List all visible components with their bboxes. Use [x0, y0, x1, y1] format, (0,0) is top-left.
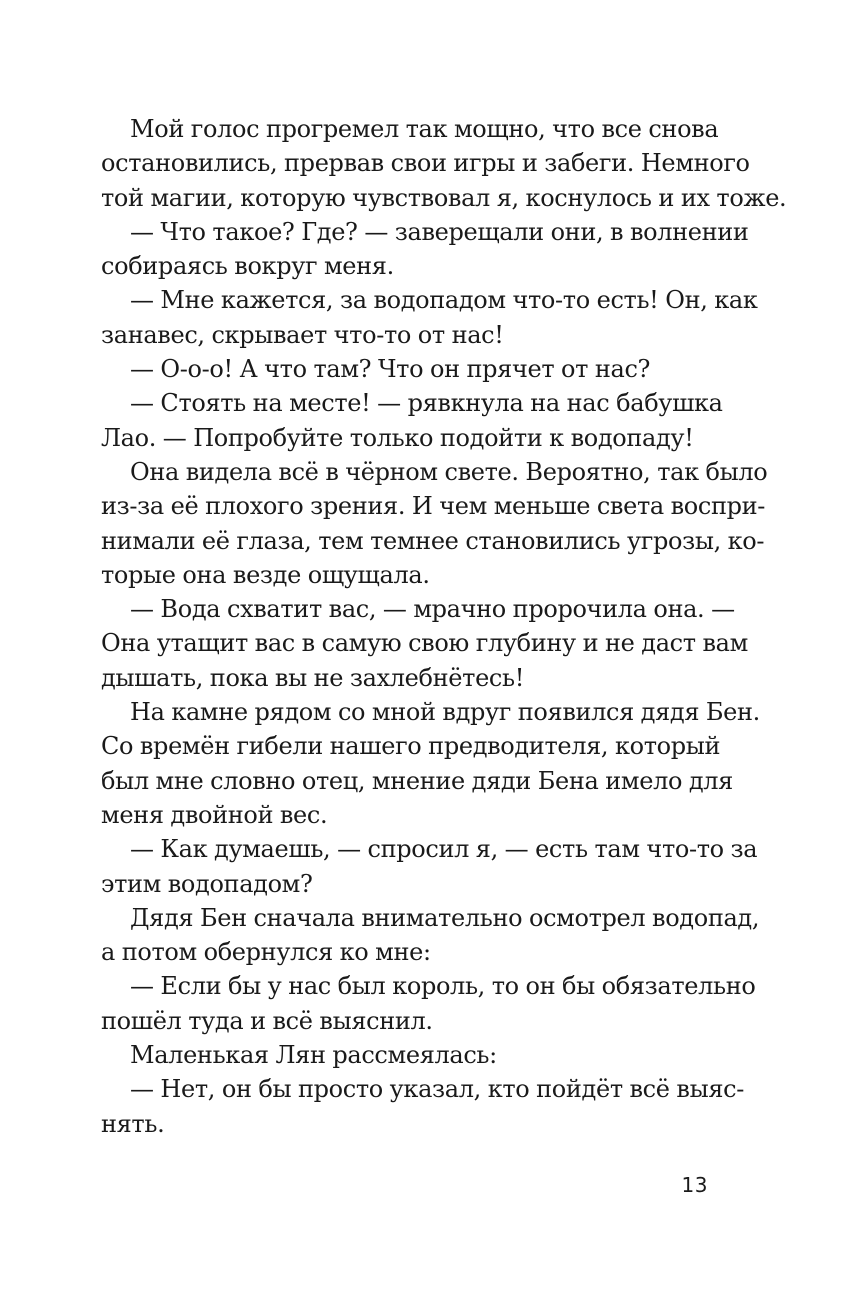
text-line: Она утащит вас в самую свою глубину и не даст вам: [101, 629, 748, 658]
text-line: из-за её плохого зрения. И чем меньше света воспри-: [101, 492, 766, 521]
text-line: Мой голос прогремел так мощно, что все снова: [130, 115, 719, 143]
text-line: меня двойной вес.: [101, 800, 328, 829]
text-line: нять.: [101, 1109, 165, 1138]
text-line: пошёл туда и всё выяснил.: [101, 1006, 433, 1035]
text-line: Маленькая Лян рассмеялась:: [130, 1041, 497, 1070]
text-line: той магии, которую чувствовал я, коснулось и их тоже.: [101, 183, 787, 212]
text-line: На камне рядом со мной вдруг появился дядя Бен.: [130, 698, 760, 727]
page-body-text: [101, 112, 787, 1141]
page-number: 13: [681, 1173, 708, 1197]
text-line: — Как думаешь, — спросил я, — есть там что-то за: [130, 835, 758, 864]
text-line: — Вода схватит вас, — мрачно пророчила она. —: [130, 595, 735, 624]
text-line: Лао. — Попробуйте только подойти к водопаду!: [101, 423, 694, 452]
text-line: занавес, скрывает что-то от нас!: [101, 320, 504, 349]
text-line: остановились, прервав свои игры и забеги. Немного: [101, 149, 750, 178]
text-line: дышать, пока вы не захлебнётесь!: [101, 663, 525, 692]
text-line: Дядя Бен сначала внимательно осмотрел водопад,: [130, 903, 760, 932]
text-line: был мне словно отец, мнение дяди Бена имело для: [101, 766, 733, 795]
text-line: а потом обернулся ко мне:: [101, 938, 431, 967]
text-line: Со времён гибели нашего предводителя, который: [101, 732, 721, 761]
text-line: — Что такое? Где? — заверещали они, в волнении: [130, 217, 749, 246]
text-line: собираясь вокруг меня.: [101, 252, 394, 281]
text-line: этим водопадом?: [101, 869, 313, 898]
text-line: нимали её глаза, тем темнее становились угрозы, ко-: [101, 526, 765, 555]
text-line: — Стоять на месте! — рявкнула на нас бабушка: [130, 389, 723, 418]
text-line: — Нет, он бы просто указал, кто пойдёт всё выяс-: [130, 1075, 744, 1104]
text-line: торые она везде ощущала.: [101, 560, 430, 589]
text-line: — Если бы у нас был король, то он бы обязательно: [130, 972, 756, 1001]
text-line: Она видела всё в чёрном свете. Вероятно, так было: [130, 457, 768, 486]
text-line: — Мне кажется, за водопадом что-то есть! Он, как: [130, 286, 758, 315]
text-line: — О-о-о! А что там? Что он прячет от нас?: [130, 355, 651, 384]
